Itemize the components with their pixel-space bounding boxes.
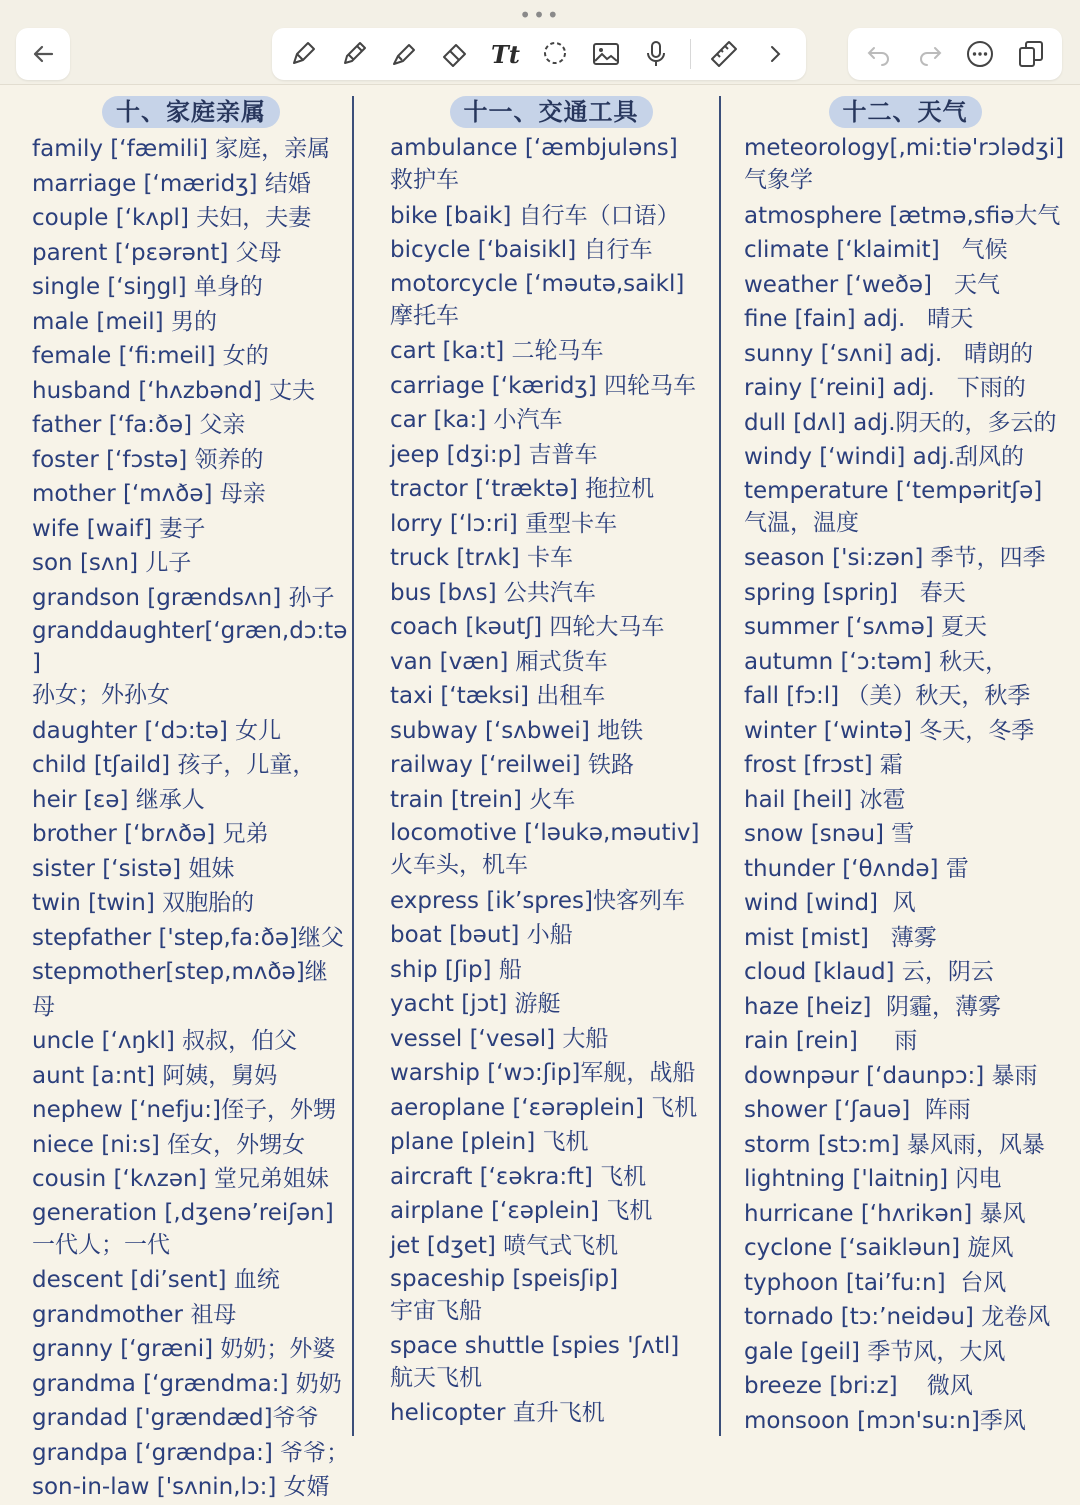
vocab-entry: climate [‘klaimit] 气候 <box>744 237 1008 263</box>
vocab-entry: van [væn] 厢式货车 <box>390 648 608 675</box>
vocab-entry: stepfather ['step,fa:ðə]继父 <box>32 924 344 951</box>
vocab-entry: male [meil] 男的 <box>32 308 217 335</box>
vocab-entry: cloud [klaud] 云，阴云 <box>744 959 994 985</box>
vocab-entry: generation [,dʒenə’reiʃən] 一代人；一代 <box>32 1199 334 1258</box>
vocab-entry: grandson [grændsʌn] 孙子 <box>32 584 335 611</box>
vocab-entry: thunder [‘θʌndə] 雷 <box>744 855 969 882</box>
section-heading: 十二、天气 <box>829 96 982 128</box>
vocab-entry: space shuttle [spies 'ʃʌtl] 航天飞机 <box>390 1332 680 1391</box>
vocab-entry: wind [wind] 风 <box>744 890 916 916</box>
vocab-entry: typhoon [tai’fu:n] 台风 <box>744 1269 1007 1296</box>
vocab-entry: breeze [bri:z] 微风 <box>744 1373 973 1399</box>
vocab-entry: boat [bəut] 小船 <box>390 922 573 948</box>
vocab-entry: bicycle [‘baisikl] 自行车 <box>390 237 653 263</box>
vocab-entry: vessel [‘vesəl] 大船 <box>390 1025 609 1052</box>
drag-handle[interactable]: ••• <box>519 3 561 27</box>
vocab-entry: daughter [‘dɔ:tə] 女儿 <box>32 717 282 744</box>
vocab-entry: cousin [‘kʌzən] 堂兄弟姐妹 <box>32 1166 329 1192</box>
vocab-entry: shower [‘ʃauə] 阵雨 <box>744 1097 971 1123</box>
vocab-entry: ship [ʃip] 船 <box>390 956 522 983</box>
vocab-entry: spaceship [speisʃip] 宇宙飞船 <box>390 1266 619 1324</box>
back-arrow-icon <box>26 37 60 71</box>
vocab-entry: father [‘fa:ðə] 父亲 <box>32 412 246 438</box>
vocab-entry: helicopter 直升飞机 <box>390 1400 605 1426</box>
vocab-entry: summer [‘sʌmə] 夏天 <box>744 614 988 640</box>
vocab-entry: warship [‘wɔ:ʃip]军舰，战船 <box>390 1060 696 1086</box>
vocab-entry: female [‘fi:meil] 女的 <box>32 343 269 369</box>
column-transport <box>390 96 712 1440</box>
more-icon[interactable] <box>963 37 997 71</box>
eraser-icon[interactable] <box>438 37 472 71</box>
vocab-entry: jet [dʒet] 喷气式飞机 <box>390 1232 619 1259</box>
vocab-entry: meteorology[,mi:tiə'rɔlədʒi] 气象学 <box>744 135 1065 193</box>
vocab-entry: mother [‘mʌðə] 母亲 <box>32 481 266 507</box>
vocab-entry: jeep [dʒi:p] 吉普车 <box>390 441 598 468</box>
vocab-entry: taxi [‘tæksi] 出租车 <box>390 683 606 709</box>
vocab-entry: grandad ['grændæd]爷爷 <box>32 1405 319 1431</box>
svg-text:Tt: Tt <box>491 40 520 69</box>
vocab-entry: rain [rein] 雨 <box>744 1028 918 1054</box>
vocab-entry: nephew [‘nefju:]侄子，外甥 <box>32 1097 336 1123</box>
vocab-entry: autumn [‘ɔ:təm] 秋天， <box>744 648 1009 675</box>
pen-icon[interactable] <box>286 37 320 71</box>
microphone-icon[interactable] <box>639 37 673 71</box>
vocab-entry: plane [plein] 飞机 <box>390 1129 589 1155</box>
vocab-entry: snow [snəu] 雪 <box>744 821 915 847</box>
toolbar-divider <box>690 39 691 69</box>
vocab-entry: haze [heiz] 阴霾，薄雾 <box>744 993 1001 1020</box>
vocab-entry: brother [‘brʌðə] 兄弟 <box>32 821 269 847</box>
vocab-entry: winter [‘wintə] 冬天，冬季 <box>744 717 1035 744</box>
back-button[interactable] <box>16 28 70 80</box>
vocab-entry: frost [frɔst] 霜 <box>744 752 903 778</box>
vocab-entry: foster [‘fɔstə] 领养的 <box>32 446 264 473</box>
vocab-entry: hail [heil] 冰雹 <box>744 786 906 813</box>
entry-list <box>390 132 712 1431</box>
vocab-entry: spring [spriŋ] 春天 <box>744 579 966 606</box>
vocab-entry: motorcycle [‘məutə,saikl] 摩托车 <box>390 270 685 329</box>
vocab-entry: fine [fain] adj. 晴天 <box>744 306 974 332</box>
vocab-entry: windy [‘windi] adj.刮风的 <box>744 444 1025 470</box>
vocab-entry: truck [trʌk] 卡车 <box>390 545 573 571</box>
vocab-entry: cart [ka:t] 二轮马车 <box>390 338 604 364</box>
chevron-right-icon[interactable] <box>758 37 792 71</box>
vocab-entry: grandma [‘grændma:] 奶奶 <box>32 1370 342 1397</box>
ruler-icon[interactable] <box>707 37 741 71</box>
vocab-entry: ambulance [‘æmbjuləns] 救护车 <box>390 135 678 193</box>
vocab-entry: carriage [‘kæridʒ] 四轮马车 <box>390 372 696 399</box>
vocab-entry: sister [‘sistə] 姐妹 <box>32 855 235 882</box>
vocab-entry: bike [baik] 自行车（口语） <box>390 202 680 229</box>
vocab-entry: aircraft [‘ɛəkra:ft] 飞机 <box>390 1163 647 1190</box>
vocab-entry: downpəur [‘daunpɔ:] 暴雨 <box>744 1062 1038 1089</box>
vocab-entry: train [trein] 火车 <box>390 786 576 813</box>
text-tool-icon[interactable] <box>488 37 522 71</box>
redo-icon[interactable] <box>913 37 947 71</box>
section-heading: 十一、交通工具 <box>450 96 653 128</box>
vocab-entry: child [tʃaild] 孩子，儿童， <box>32 752 316 778</box>
column-divider <box>719 96 721 1436</box>
vocab-entry: son-in-law ['sʌnin,lɔ:] 女婿 <box>32 1474 330 1500</box>
vocab-entry: mist [mist] 薄雾 <box>744 924 937 951</box>
vocab-entry: granddaughter[‘græn,dɔ:tə] 孙女；外孙女 <box>32 618 348 708</box>
vocab-entry: heir [ɛə] 继承人 <box>32 786 205 813</box>
vocab-entry: storm [stɔ:m] 暴风雨，风暴 <box>744 1131 1045 1158</box>
vocab-entry: weather [‘weðə] 天气 <box>744 271 1000 298</box>
drawing-tools-bar <box>272 28 806 80</box>
vocab-entry: parent [‘pɛərənt] 父母 <box>32 239 282 266</box>
vocab-entry: tractor [‘træktə] 拖拉机 <box>390 476 655 502</box>
vocab-entry: dull [dʌl] adj.阴天的，多云的 <box>744 409 1057 436</box>
column-family <box>32 96 350 1500</box>
vocab-entry: locomotive [‘ləukə,məutiv] 火车头，机车 <box>390 820 700 878</box>
vocab-entry: lightning ['laitniŋ] 闪电 <box>744 1166 1002 1192</box>
vocab-entry: yacht [jɔt] 游艇 <box>390 991 561 1017</box>
vocab-entry: grandmother 祖母 <box>32 1301 237 1328</box>
vocab-entry: coach [kəutʃ] 四轮大马车 <box>390 614 665 640</box>
vocab-entry: bus [bʌs] 公共汽车 <box>390 579 596 606</box>
vocab-entry: airplane [‘ɛəplein] 飞机 <box>390 1198 653 1224</box>
vocab-entry: aunt [a:nt] 阿姨，舅妈 <box>32 1062 278 1089</box>
vocab-entry: lorry [‘lɔ:ri] 重型卡车 <box>390 510 618 537</box>
image-icon[interactable] <box>589 37 623 71</box>
vocab-entry: single [‘siŋgl] 单身的 <box>32 274 263 300</box>
vocab-entry: couple [‘kʌpl] 夫妇，夫妻 <box>32 205 312 231</box>
column-weather <box>744 96 1066 1440</box>
vocab-entry: rainy [‘reini] adj. 下雨的 <box>744 375 1026 401</box>
vocab-entry: gale [geil] 季节风，大风 <box>744 1338 1006 1365</box>
entry-list <box>744 132 1066 1438</box>
vocab-entry: fall [fɔ:l] （美）秋天，秋季 <box>744 683 1031 709</box>
vocab-entry: tornado [tɔ:’neidəu] 龙卷风 <box>744 1304 1051 1330</box>
vocab-entry: season ['si:zən] 季节，四季 <box>744 545 1046 571</box>
pages-icon[interactable] <box>1014 37 1048 71</box>
vocab-entry: descent [di’sent] 血统 <box>32 1267 280 1293</box>
vocab-entry: wife [waif] 妻子 <box>32 515 206 542</box>
vocab-entry: granny [‘græni] 奶奶；外婆 <box>32 1336 336 1362</box>
vocab-entry: express [ik’spres]快客列车 <box>390 887 685 914</box>
vocab-entry: atmosphere [ætmə,sfiə大气 <box>744 202 1061 229</box>
lasso-icon[interactable] <box>538 37 572 71</box>
pencil-icon[interactable] <box>337 37 371 71</box>
vocab-entry: grandpa [‘grændpa:] 爷爷； <box>32 1439 350 1466</box>
undo-icon[interactable] <box>862 37 896 71</box>
column-divider <box>352 96 354 1436</box>
vocab-entry: aeroplane [‘ɛərəplein] 飞机 <box>390 1094 698 1121</box>
vocab-entry: hurricane [‘hʌrikən] 暴风 <box>744 1200 1026 1227</box>
vocab-entry: monsoon [mɔn'su:n]季风 <box>744 1407 1026 1434</box>
vocab-entry: uncle [‘ʌŋkl] 叔叔，伯父 <box>32 1028 298 1054</box>
vocab-entry: stepmother[step,mʌðə]继母 <box>32 959 328 1020</box>
vocab-entry: cyclone [‘saikləun] 旋风 <box>744 1235 1014 1261</box>
vocab-entry: son [sʌn] 儿子 <box>32 550 192 576</box>
edit-actions-bar <box>848 28 1062 80</box>
entry-list <box>32 132 350 1505</box>
vocab-entry: temperature [‘tempəritʃə] 气温，温度 <box>744 477 1043 536</box>
vocab-entry: niece [ni:s] 侄女，外甥女 <box>32 1131 306 1158</box>
vocab-entry: car [ka:] 小汽车 <box>390 407 563 433</box>
section-heading: 十、家庭亲属 <box>102 96 280 128</box>
vocab-entry: twin [twin] 双胞胎的 <box>32 890 255 916</box>
vocab-entry: subway [‘sʌbwei] 地铁 <box>390 717 644 744</box>
vocab-entry: railway [‘reilwei] 铁路 <box>390 752 634 778</box>
vocab-entry: family [‘fæmili] 家庭，亲属 <box>32 136 331 162</box>
vocab-entry: marriage [‘mæridʒ] 结婚 <box>32 170 311 197</box>
vocab-entry: sunny [‘sʌni] adj. 晴朗的 <box>744 340 1034 367</box>
vocab-entry: husband [‘hʌzbənd] 丈夫 <box>32 377 316 404</box>
highlighter-icon[interactable] <box>387 37 421 71</box>
